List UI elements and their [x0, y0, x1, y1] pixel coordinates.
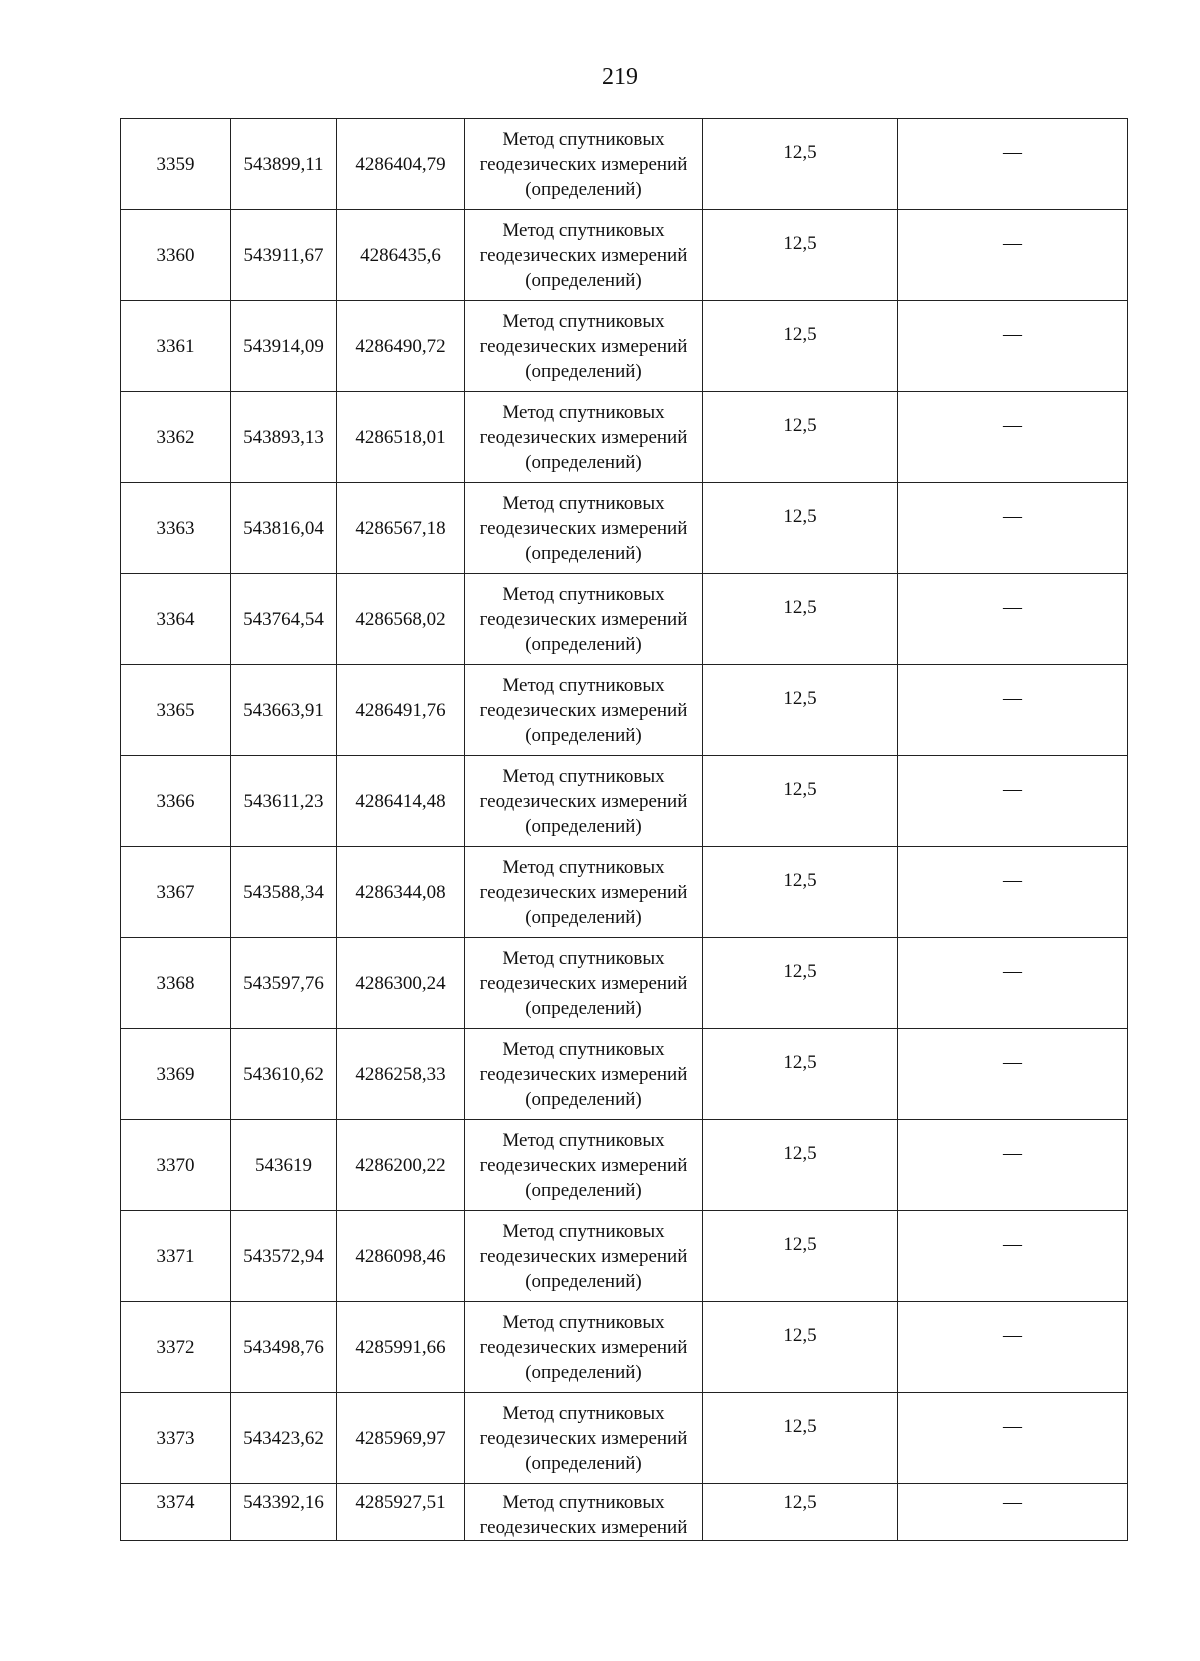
- note-cell: [898, 1302, 1128, 1393]
- accuracy-value: 12,5: [783, 414, 817, 436]
- method-line: Метод спутниковых: [502, 128, 665, 150]
- dash-mark: —: [1003, 596, 1022, 618]
- dash-mark: —: [1003, 1051, 1022, 1073]
- method-line: Метод спутниковых: [502, 1402, 665, 1424]
- note-cell: [898, 847, 1128, 938]
- table-row: [121, 483, 1128, 574]
- accuracy-cell: [703, 1302, 898, 1393]
- x-coordinate-cell: 543498,76: [231, 1302, 337, 1393]
- dash-mark: —: [1003, 778, 1022, 800]
- dash-mark: —: [1003, 1233, 1022, 1255]
- accuracy-value: 12,5: [783, 505, 817, 527]
- table-row: [121, 756, 1128, 847]
- method-cell: [465, 1029, 703, 1120]
- method-line: (определений): [525, 451, 642, 473]
- x-coordinate-cell: 543611,23: [231, 756, 337, 847]
- y-coordinate-cell: 4286344,08: [337, 847, 465, 938]
- method-cell: [465, 1302, 703, 1393]
- accuracy-cell: [703, 210, 898, 301]
- point-number-cell: 3366: [121, 756, 231, 847]
- x-coordinate-cell: 543911,67: [231, 210, 337, 301]
- table-row: [121, 1029, 1128, 1120]
- method-line: Метод спутниковых: [502, 583, 665, 605]
- y-coordinate-cell: 4285927,51: [337, 1484, 465, 1541]
- note-cell: [898, 1393, 1128, 1484]
- point-number-cell: 3370: [121, 1120, 231, 1211]
- method-line: (определений): [525, 1452, 642, 1474]
- dash-mark: —: [1003, 1324, 1022, 1346]
- method-cell: [465, 301, 703, 392]
- point-number-cell: 3365: [121, 665, 231, 756]
- note-cell: [898, 756, 1128, 847]
- method-line: Метод спутниковых: [502, 219, 665, 241]
- accuracy-cell: [703, 1211, 898, 1302]
- y-coordinate-cell: 4286404,79: [337, 119, 465, 210]
- point-number-cell: 3362: [121, 392, 231, 483]
- accuracy-cell: [703, 756, 898, 847]
- method-line: (определений): [525, 633, 642, 655]
- dash-mark: —: [1003, 1142, 1022, 1164]
- accuracy-value: 12,5: [783, 869, 817, 891]
- accuracy-cell: [703, 483, 898, 574]
- note-cell: [898, 301, 1128, 392]
- table-row: [121, 574, 1128, 665]
- accuracy-cell: [703, 1484, 898, 1541]
- note-cell: [898, 392, 1128, 483]
- x-coordinate-cell: 543816,04: [231, 483, 337, 574]
- method-cell: [465, 756, 703, 847]
- x-coordinate-cell: 543588,34: [231, 847, 337, 938]
- accuracy-value: 12,5: [783, 960, 817, 982]
- accuracy-value: 12,5: [783, 778, 817, 800]
- table-row: [121, 665, 1128, 756]
- method-line: геодезических измерений: [479, 1427, 688, 1449]
- point-number-cell: 3374: [121, 1484, 231, 1541]
- method-line: (определений): [525, 178, 642, 200]
- x-coordinate-cell: 543663,91: [231, 665, 337, 756]
- point-number-cell: 3360: [121, 210, 231, 301]
- method-line: геодезических измерений: [479, 335, 688, 357]
- point-number-cell: 3369: [121, 1029, 231, 1120]
- point-number-cell: 3363: [121, 483, 231, 574]
- y-coordinate-cell: 4286568,02: [337, 574, 465, 665]
- note-cell: [898, 483, 1128, 574]
- note-cell: [898, 1211, 1128, 1302]
- note-cell: [898, 1484, 1128, 1541]
- method-line: (определений): [525, 360, 642, 382]
- y-coordinate-cell: 4286258,33: [337, 1029, 465, 1120]
- method-line: Метод спутниковых: [502, 1038, 665, 1060]
- table-row: [121, 938, 1128, 1029]
- note-cell: [898, 665, 1128, 756]
- method-line: геодезических измерений: [479, 1063, 688, 1085]
- accuracy-value: 12,5: [783, 596, 817, 618]
- note-cell: [898, 210, 1128, 301]
- table-row: [121, 210, 1128, 301]
- accuracy-value: 12,5: [783, 687, 817, 709]
- point-number-cell: 3359: [121, 119, 231, 210]
- method-line: Метод спутниковых: [502, 492, 665, 514]
- method-line: Метод спутниковых: [502, 1311, 665, 1333]
- method-line: геодезических измерений: [479, 426, 688, 448]
- method-cell: [465, 210, 703, 301]
- dash-mark: —: [1003, 687, 1022, 709]
- x-coordinate-cell: 543423,62: [231, 1393, 337, 1484]
- method-cell: [465, 1393, 703, 1484]
- accuracy-value: 12,5: [783, 1492, 817, 1513]
- method-line: геодезических измерений: [479, 1245, 688, 1267]
- note-cell: [898, 1029, 1128, 1120]
- x-coordinate-cell: 543597,76: [231, 938, 337, 1029]
- accuracy-value: 12,5: [783, 1415, 817, 1437]
- dash-mark: —: [1003, 960, 1022, 982]
- point-number-cell: 3361: [121, 301, 231, 392]
- dash-mark: —: [1003, 1415, 1022, 1437]
- accuracy-cell: [703, 392, 898, 483]
- y-coordinate-cell: 4286098,46: [337, 1211, 465, 1302]
- method-line: Метод спутниковых: [502, 1492, 665, 1513]
- method-line: (определений): [525, 1179, 642, 1201]
- point-number-cell: 3368: [121, 938, 231, 1029]
- y-coordinate-cell: 4286491,76: [337, 665, 465, 756]
- method-line: геодезических измерений: [479, 972, 688, 994]
- method-line: (определений): [525, 542, 642, 564]
- accuracy-value: 12,5: [783, 141, 817, 163]
- dash-mark: —: [1003, 505, 1022, 527]
- method-line: (определений): [525, 1361, 642, 1383]
- method-line: Метод спутниковых: [502, 310, 665, 332]
- x-coordinate-cell: 543610,62: [231, 1029, 337, 1120]
- y-coordinate-cell: 4286490,72: [337, 301, 465, 392]
- method-line: (определений): [525, 1088, 642, 1110]
- method-line: геодезических измерений: [479, 517, 688, 539]
- y-coordinate-cell: 4286414,48: [337, 756, 465, 847]
- x-coordinate-cell: 543899,11: [231, 119, 337, 210]
- table-row: [121, 119, 1128, 210]
- table-body: [121, 119, 1128, 1541]
- method-line: геодезических измерений: [479, 1517, 688, 1538]
- y-coordinate-cell: 4286435,6: [337, 210, 465, 301]
- y-coordinate-cell: 4286300,24: [337, 938, 465, 1029]
- accuracy-cell: [703, 847, 898, 938]
- method-line: (определений): [525, 1270, 642, 1292]
- method-line: геодезических измерений: [479, 790, 688, 812]
- accuracy-cell: [703, 1120, 898, 1211]
- dash-mark: —: [1003, 141, 1022, 163]
- y-coordinate-cell: 4286567,18: [337, 483, 465, 574]
- accuracy-cell: [703, 301, 898, 392]
- method-cell: [465, 847, 703, 938]
- x-coordinate-cell: 543572,94: [231, 1211, 337, 1302]
- accuracy-value: 12,5: [783, 1142, 817, 1164]
- method-line: геодезических измерений: [479, 1336, 688, 1358]
- method-line: геодезических измерений: [479, 881, 688, 903]
- accuracy-cell: [703, 938, 898, 1029]
- point-number-cell: 3371: [121, 1211, 231, 1302]
- note-cell: [898, 938, 1128, 1029]
- point-number-cell: 3367: [121, 847, 231, 938]
- x-coordinate-cell: 543764,54: [231, 574, 337, 665]
- dash-mark: —: [1003, 1492, 1022, 1513]
- accuracy-value: 12,5: [783, 1233, 817, 1255]
- accuracy-cell: [703, 1393, 898, 1484]
- method-line: геодезических измерений: [479, 153, 688, 175]
- note-cell: [898, 574, 1128, 665]
- method-line: геодезических измерений: [479, 699, 688, 721]
- method-line: (определений): [525, 724, 642, 746]
- note-cell: [898, 119, 1128, 210]
- accuracy-value: 12,5: [783, 232, 817, 254]
- accuracy-value: 12,5: [783, 323, 817, 345]
- table-row: [121, 1120, 1128, 1211]
- x-coordinate-cell: 543914,09: [231, 301, 337, 392]
- method-line: (определений): [525, 997, 642, 1019]
- table-row: [121, 1393, 1128, 1484]
- method-cell: [465, 1120, 703, 1211]
- method-cell: [465, 1484, 703, 1541]
- table-row: [121, 301, 1128, 392]
- method-cell: [465, 1211, 703, 1302]
- table-row: [121, 1211, 1128, 1302]
- method-line: (определений): [525, 906, 642, 928]
- page-number: 219: [602, 64, 638, 90]
- method-line: геодезических измерений: [479, 1154, 688, 1176]
- method-line: Метод спутниковых: [502, 856, 665, 878]
- method-line: геодезических измерений: [479, 244, 688, 266]
- table-row: [121, 1484, 1128, 1541]
- y-coordinate-cell: 4286200,22: [337, 1120, 465, 1211]
- method-cell: [465, 483, 703, 574]
- method-line: Метод спутниковых: [502, 401, 665, 423]
- method-line: Метод спутниковых: [502, 674, 665, 696]
- method-line: (определений): [525, 269, 642, 291]
- y-coordinate-cell: 4286518,01: [337, 392, 465, 483]
- method-line: Метод спутниковых: [502, 1220, 665, 1242]
- x-coordinate-cell: 543893,13: [231, 392, 337, 483]
- method-cell: [465, 392, 703, 483]
- accuracy-cell: [703, 119, 898, 210]
- point-number-cell: 3372: [121, 1302, 231, 1393]
- accuracy-cell: [703, 574, 898, 665]
- y-coordinate-cell: 4285969,97: [337, 1393, 465, 1484]
- accuracy-value: 12,5: [783, 1051, 817, 1073]
- dash-mark: —: [1003, 323, 1022, 345]
- accuracy-value: 12,5: [783, 1324, 817, 1346]
- method-cell: [465, 665, 703, 756]
- method-line: Метод спутниковых: [502, 765, 665, 787]
- note-cell: [898, 1120, 1128, 1211]
- method-line: Метод спутниковых: [502, 1129, 665, 1151]
- accuracy-cell: [703, 665, 898, 756]
- table-row: [121, 392, 1128, 483]
- dash-mark: —: [1003, 869, 1022, 891]
- coordinates-table: [120, 118, 1128, 1541]
- point-number-cell: 3373: [121, 1393, 231, 1484]
- method-cell: [465, 119, 703, 210]
- point-number-cell: 3364: [121, 574, 231, 665]
- dash-mark: —: [1003, 414, 1022, 436]
- method-line: геодезических измерений: [479, 608, 688, 630]
- y-coordinate-cell: 4285991,66: [337, 1302, 465, 1393]
- method-line: Метод спутниковых: [502, 947, 665, 969]
- method-cell: [465, 574, 703, 665]
- method-line: (определений): [525, 815, 642, 837]
- dash-mark: —: [1003, 232, 1022, 254]
- x-coordinate-cell: 543619: [231, 1120, 337, 1211]
- table-row: [121, 1302, 1128, 1393]
- table-row: [121, 847, 1128, 938]
- accuracy-cell: [703, 1029, 898, 1120]
- x-coordinate-cell: 543392,16: [231, 1484, 337, 1541]
- method-cell: [465, 938, 703, 1029]
